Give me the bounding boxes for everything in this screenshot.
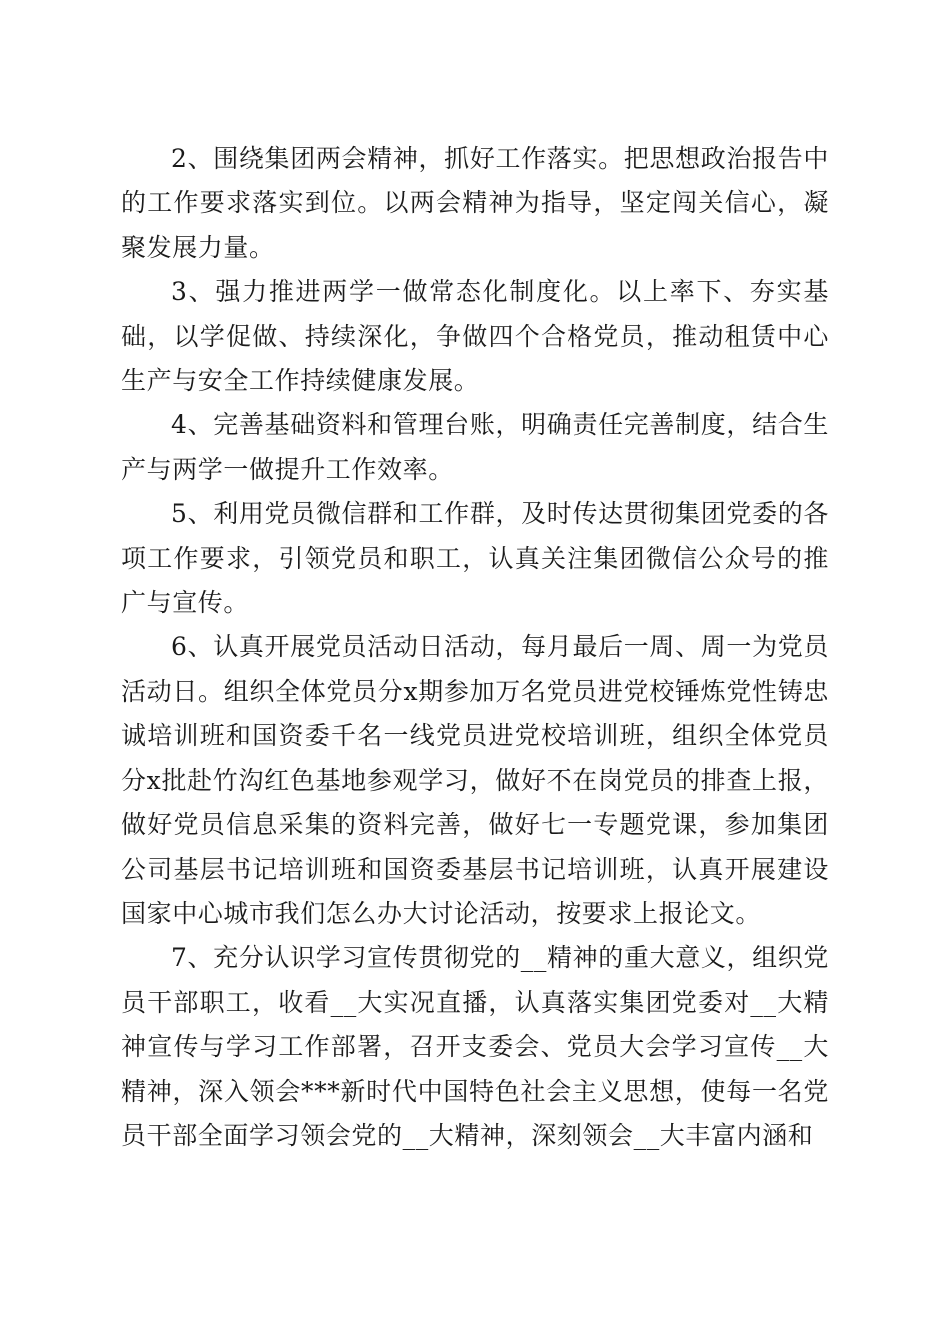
document-body (121, 137, 829, 1158)
paragraph-item-2: 2、围绕集团两会精神，抓好工作落实。把思想政治报告中的工作要求落实到位。以两会精神为指导，坚定闯关信心，凝聚发展力量。 (121, 144, 829, 262)
paragraph-item-3: 3、强力推进两学一做常态化制度化。以上率下、夯实基础，以学促做、持续深化，争做四个合格党员，推动租赁中心生产与安全工作持续健康发展。 (121, 277, 829, 396)
paragraph-item-5: 5、利用党员微信群和工作群，及时传达贯彻集团党委的各项工作要求，引领党员和职工，认真关注集团微信公众号的推广与宣传。 (121, 499, 829, 618)
paragraph-item-7: 7、充分认识学习宣传贯彻党的__精神的重大意义，组织党员干部职工，收看__大实况直播，认真落实集团党委对__大精神宣传与学习工作部署，召开支委会、党员大会学习宣传__大精神，深入领会***新时代中国特色社会主义思想，使每一名党员干部全面学习领会党的__大精神，深刻领会__大丰富内涵和 (121, 943, 829, 1150)
paragraph-item-6: 6、认真开展党员活动日活动，每月最后一周、周一为党员活动日。组织全体党员分x期参加万名党员进党校锤炼党性铸忠诚培训班和国资委千名一线党员进党校培训班，组织全体党员分x批赴竹沟红色基地参观学习，做好不在岗党员的排查上报，做好党员信息采集的资料完善，做好七一专题党课，参加集团公司基层书记培训班和国资委基层书记培训班，认真开展建设国家中心城市我们怎么办大讨论活动，按要求上报论文。 (121, 632, 829, 928)
paragraph-item-4: 4、完善基础资料和管理台账，明确责任完善制度，结合生产与两学一做提升工作效率。 (121, 410, 829, 484)
